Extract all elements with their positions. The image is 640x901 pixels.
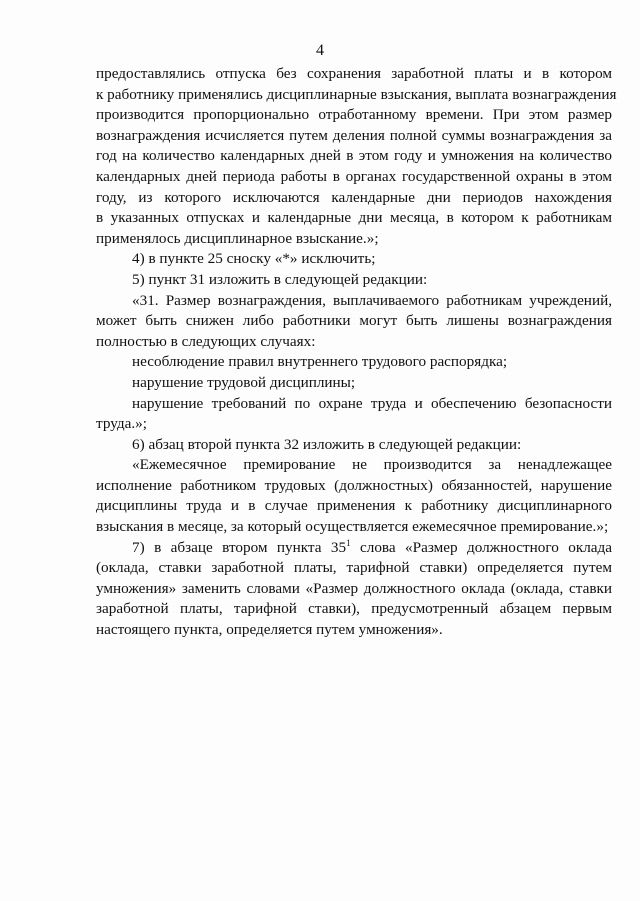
paragraph-9 xyxy=(96,455,612,537)
paragraph-8 xyxy=(96,435,612,456)
text-line: календарных дней периода работы в органах государственной охраны в этом xyxy=(96,167,612,185)
text-line: вознаграждения исчисляется путем деления полной суммы вознаграждения за xyxy=(96,126,612,144)
text-line: год на количество календарных дней в этом году и умножения на количество xyxy=(96,147,612,165)
text-line xyxy=(96,538,612,559)
paragraph-1 xyxy=(96,64,617,249)
text-line: может быть снижен либо работники могут быть лишены вознаграждения xyxy=(96,312,612,330)
text-fragment: слова «Размер должностного оклада xyxy=(350,538,612,556)
paragraph-2 xyxy=(96,249,612,270)
text-line: умножения» заменить словами «Размер должностного оклада (оклада, ставки xyxy=(96,579,612,597)
text-line: предоставлялись отпуска без сохранения заработной платы и в котором xyxy=(96,65,612,82)
text-line: нарушение требований по охране труда и обеспечению безопасности xyxy=(132,394,612,412)
text-line: нарушение трудовой дисциплины; xyxy=(132,373,356,391)
text-line: дисциплины труда и в случае применения к работнику дисциплинарного xyxy=(96,497,612,515)
text-line: 5) пункт 31 изложить в следующей редакции: xyxy=(132,270,428,288)
text-line: 6) абзац второй пункта 32 изложить в следующей редакции: xyxy=(132,435,522,453)
paragraph-5 xyxy=(96,352,612,373)
text-line: исполнение работником трудовых (должностных) обязанностей, нарушение xyxy=(96,476,612,494)
text-line: в указанных отпусках и календарные дни месяца, в котором к работникам xyxy=(96,209,612,227)
paragraph-7 xyxy=(96,394,612,435)
text-line: «31. Размер вознаграждения, выплачиваемого работникам учреждений, xyxy=(132,291,612,309)
superscript: 1 xyxy=(346,537,351,548)
text-line: несоблюдение правил внутреннего трудового распорядка; xyxy=(132,353,508,371)
text-line: к работнику применялись дисциплинарные взыскания, выплата вознаграждения xyxy=(96,85,617,103)
text-line: труда.»; xyxy=(96,415,147,433)
text-line: «Ежемесячное премирование не производится за ненадлежащее xyxy=(132,456,612,474)
paragraph-6 xyxy=(96,373,612,394)
text-line: году, из которого исключаются календарные дни периодов нахождения xyxy=(96,188,612,206)
text-line: полностью в следующих случаях: xyxy=(96,332,316,350)
document-body xyxy=(96,64,617,641)
text-fragment: 7) в абзаце втором пункта 35 xyxy=(132,538,347,556)
text-line: (оклада, ставки заработной платы, тарифной ставки) определяется путем xyxy=(96,559,612,577)
paragraph-4 xyxy=(96,291,612,353)
text-line: применялось дисциплинарное взыскание.»; xyxy=(96,229,379,247)
paragraph-10 xyxy=(96,538,612,641)
text-line: заработной платы, тарифной ставки), предусмотренный абзацем первым xyxy=(96,600,612,618)
text-line: 4) в пункте 25 сноску «*» исключить; xyxy=(132,250,376,268)
page-number: 4 xyxy=(316,42,324,59)
text-line: настоящего пункта, определяется путем умножения». xyxy=(96,621,443,639)
paragraph-3 xyxy=(96,270,612,291)
text-line: производится пропорционально отработанному времени. При этом размер xyxy=(96,106,612,124)
text-line: взыскания в месяце, за который осуществляется ежемесячное премирование.»; xyxy=(96,518,609,536)
